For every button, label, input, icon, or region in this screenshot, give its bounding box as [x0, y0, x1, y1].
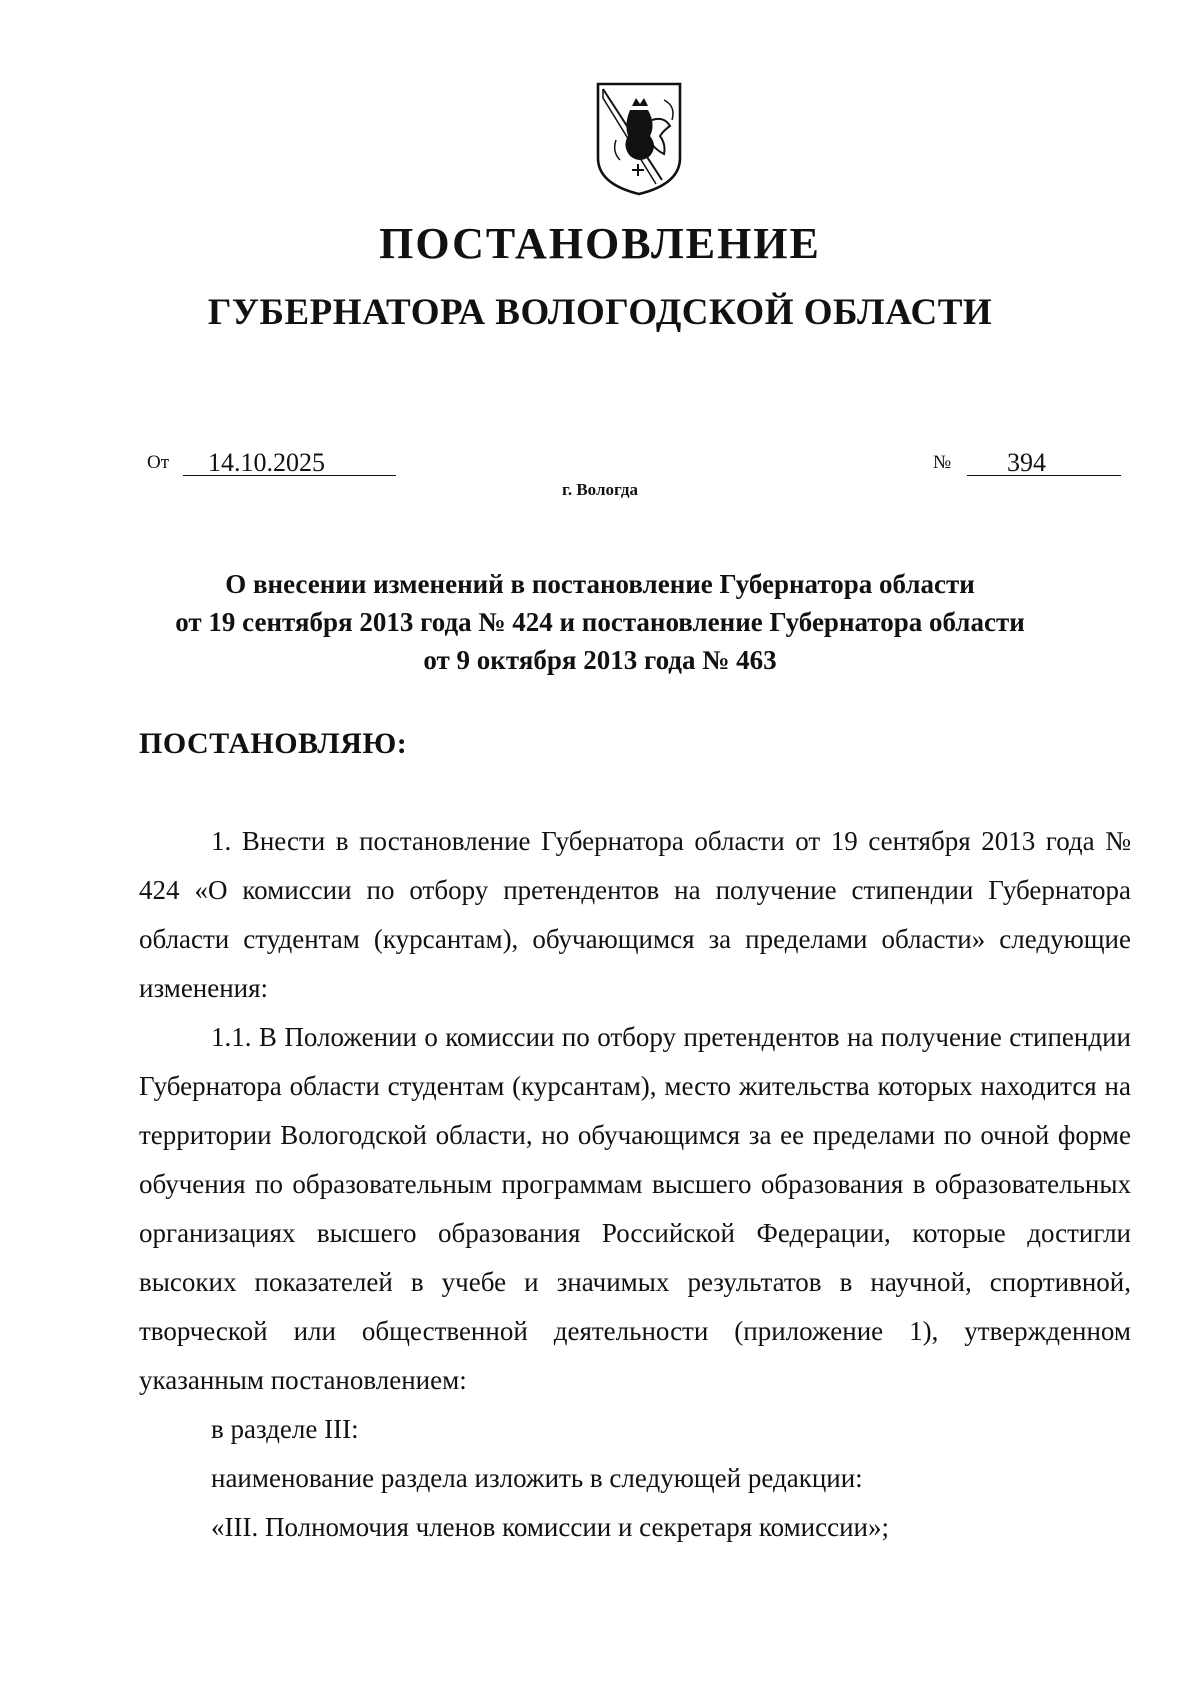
number-underline: [967, 475, 1121, 476]
subject-line: от 19 сентября 2013 года № 424 и постановление Губернатора области: [175, 607, 1025, 637]
paragraph-1: 1. Внести в постановление Губернатора области от 19 сентября 2013 года № 424 «О комиссии по отбору претендентов на получение стипендии Губернатора области студентам (курсантам), обучающимся за пределами области» следующие изменения:: [139, 826, 1131, 1003]
subject-line: от 9 октября 2013 года № 463: [423, 645, 777, 675]
resolve-heading: ПОСТАНОВЛЯЮ:: [139, 727, 408, 760]
number-value: 394: [1007, 448, 1046, 477]
paragraph-section-ref: в разделе III:: [211, 1414, 359, 1444]
subject-line: О внесении изменений в постановление Губернатора области: [225, 569, 975, 599]
date-underline: [183, 475, 396, 476]
document-title: ПОСТАНОВЛЕНИЕ: [379, 219, 821, 268]
document-subject: [0, 565, 1200, 679]
paragraph-1-1: 1.1. В Положении о комиссии по отбору претендентов на получение стипендии Губернатора области студентам (курсантам), место жительства которых находится на территории Вологодской области, но обучающимся за ее пределами по очной форме обучения по образовательным программам высшего образования в образовательных организациях высшего образования Российской Федерации, которые достигли высоких показателей в учебе и значимых результатов в научной, спортивной, творческой или общественной деятельности (приложение 1), утвержденном указанным постановлением:: [139, 1022, 1131, 1395]
city-label: г. Вологда: [562, 480, 638, 499]
paragraph-new-title: «III. Полномочия членов комиссии и секретаря комиссии»;: [211, 1512, 889, 1542]
date-label: От: [147, 452, 170, 473]
date-value: 14.10.2025: [208, 448, 325, 477]
paragraph-rename: наименование раздела изложить в следующей редакции:: [211, 1463, 863, 1493]
document-body: [139, 817, 1131, 1552]
document-subtitle: ГУБЕРНАТОРА ВОЛОГОДСКОЙ ОБЛАСТИ: [207, 292, 993, 333]
vologda-coat-of-arms-icon: [594, 80, 684, 198]
number-label: №: [933, 452, 952, 473]
